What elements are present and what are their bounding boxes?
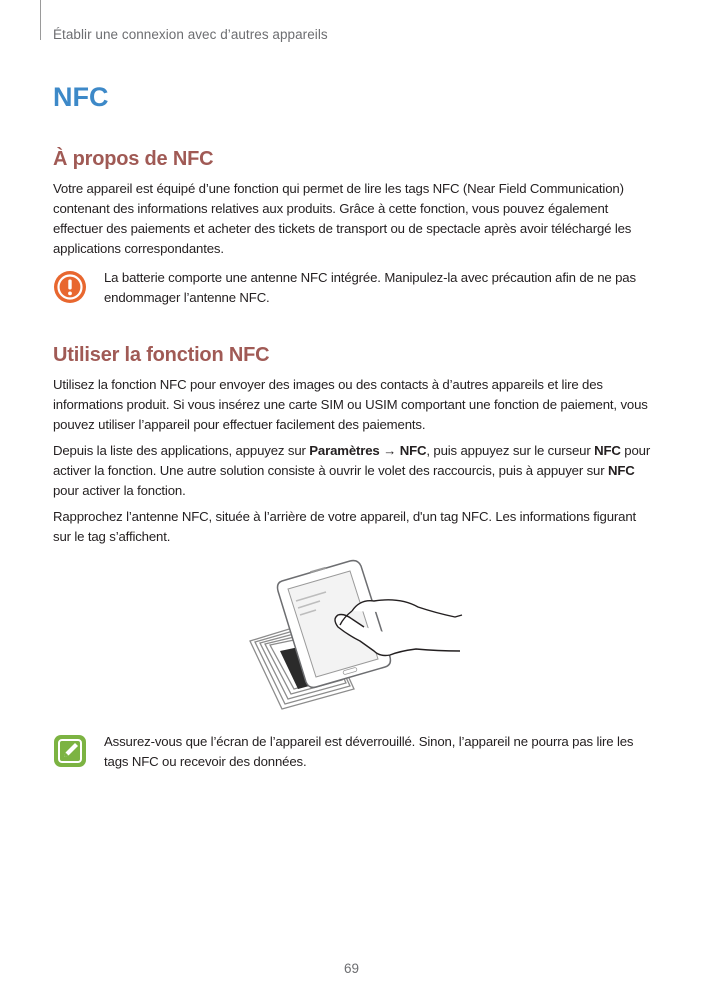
tip-text: Assurez-vous que l’écran de l’appareil est déverrouillé. Sinon, l’appareil ne pourra pas lire les tags NFC ou recevoir des données. — [104, 734, 634, 769]
text: , puis appuyez sur le curseur — [426, 443, 595, 458]
chapter-title: NFC — [53, 82, 109, 112]
text: pour activer la fonction. — [53, 483, 186, 498]
use-paragraph-1: Utilisez la fonction NFC pour envoyer des images ou des contacts à d’autres appareils et lire des informations produit. Si vous insérez une carte SIM ou USIM comportant une fonction de paiement, vous pouvez utiliser l’appareil pour effectuer facilement des paiements. — [53, 377, 648, 432]
menu-path-nfc: NFC — [399, 443, 427, 458]
nfc-quick-setting-label: NFC — [607, 463, 635, 478]
caution-note — [53, 268, 653, 308]
phone-on-nfc-tag-illustration — [240, 555, 465, 715]
section-title: À propos de NFC — [53, 148, 214, 170]
page-number: 69 — [343, 961, 360, 976]
use-paragraph-2 — [53, 441, 653, 501]
section-title: Utiliser la fonction NFC — [53, 344, 270, 366]
text: → — [379, 443, 400, 458]
nfc-switch-label: NFC — [594, 443, 621, 458]
running-header: Établir une connexion avec d’autres appareils — [53, 27, 328, 42]
note-pencil-icon — [53, 734, 87, 768]
tip-note — [53, 732, 653, 772]
section-about-nfc — [53, 148, 653, 265]
section-use-nfc — [53, 344, 653, 553]
caution-text: La batterie comporte une antenne NFC intégrée. Manipulez-la avec précaution afin de ne pas endommager l’antenne NFC. — [104, 270, 636, 305]
caution-icon — [53, 270, 87, 304]
text: Depuis la liste des applications, appuyez sur — [53, 443, 310, 458]
use-paragraph-3: Rapprochez l’antenne NFC, située à l’arrière de votre appareil, d'un tag NFC. Les informations figurant sur le tag s’affichent. — [53, 509, 637, 544]
menu-path-settings: Paramètres — [309, 443, 380, 458]
text: pour activer la fonction. Une autre solution consiste à ouvrir le volet des raccourcis, puis à appuyer sur — [53, 443, 651, 478]
header-rule — [40, 0, 41, 40]
about-paragraph: Votre appareil est équipé d’une fonction qui permet de lire les tags NFC (Near Field Communication) contenant des informations relatives aux produits. Grâce à cette fonction, vous pouvez également effectuer des paiements et acheter des tickets de transport ou de spectacle après avoir téléchargé les applications correspondantes. — [53, 181, 632, 256]
